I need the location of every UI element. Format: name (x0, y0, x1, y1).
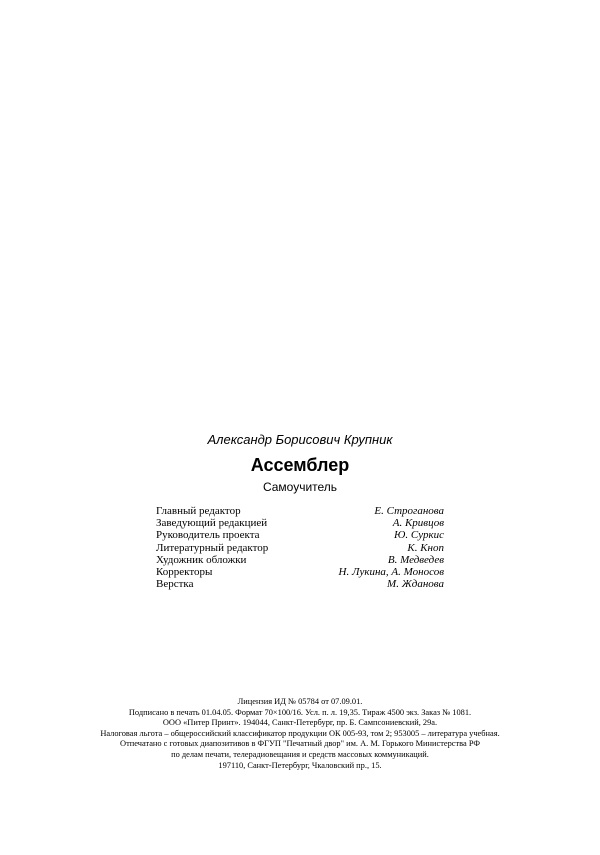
credit-row (156, 542, 444, 554)
credit-role: Руководитель проекта (156, 529, 260, 542)
credit-row (156, 505, 444, 517)
credit-role: Художник обложки (156, 553, 247, 566)
credit-role: Верстка (156, 578, 194, 591)
credits-list (156, 505, 444, 590)
imprint-publisher: ООО «Питер Принт». 194044, Санкт-Петербург, пр. Б. Сампсониевский, 29а. (162, 718, 438, 728)
credit-row (156, 566, 444, 578)
credit-name: К. Кноп (407, 541, 444, 554)
credit-row (156, 517, 444, 529)
credit-row (156, 578, 444, 590)
credit-name: В. Медведев (387, 553, 444, 566)
credit-name: Е. Строганова (374, 505, 444, 517)
credit-role: Заведующий редакцией (156, 517, 268, 530)
credit-row (156, 529, 444, 541)
book-subtitle: Самоучитель (262, 480, 338, 494)
imprint-printer-address: 197110, Санкт-Петербург, Чкаловский пр., 15. (218, 760, 382, 770)
book-title: Ассемблер (250, 455, 350, 475)
credit-role: Главный редактор (156, 505, 241, 517)
credit-name: А. Кривцов (392, 517, 444, 530)
credit-name: М. Жданова (387, 578, 444, 591)
imprint-license: Лицензия ИД № 05784 от 07.09.01. (237, 697, 363, 706)
imprint-ministry: по делам печати, телерадиовещания и средств массовых коммуникаций. (171, 749, 429, 759)
credit-name: Н. Лукина, А. Моносов (338, 566, 444, 579)
credit-role: Литературный редактор (156, 541, 269, 554)
author-name: Александр Борисович Крупник (207, 432, 393, 447)
imprint-tax-note: Налоговая льгота – общероссийский классификатор продукции ОК 005-93, том 2; 953005 – литература учебная. (100, 728, 500, 738)
imprint-print-details: Подписано в печать 01.04.05. Формат 70×100/16. Усл. п. л. 19,35. Тираж 4500 экз. Заказ № 1081. (128, 707, 472, 717)
credit-role: Корректоры (156, 566, 213, 579)
credit-name: Ю. Суркис (394, 529, 444, 542)
imprint-block (0, 697, 600, 771)
credit-row (156, 554, 444, 566)
imprint-printer: Отпечатано с готовых диапозитивов в ФГУП "Печатный двор" им. А. М. Горького Министерства РФ (120, 739, 480, 749)
